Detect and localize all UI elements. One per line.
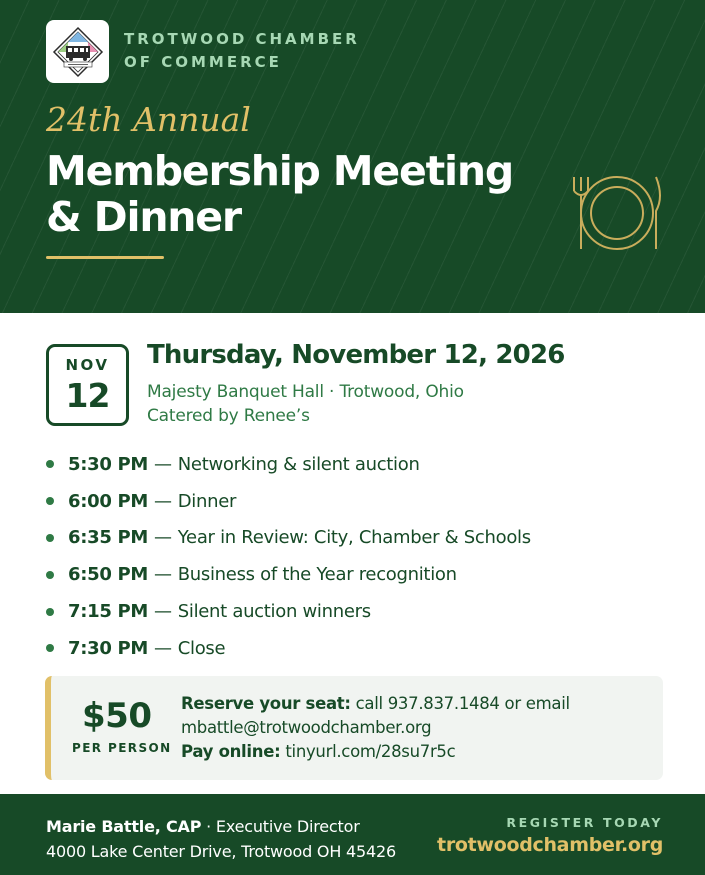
anniversary-label: 24th Annual	[46, 100, 251, 139]
bullet-icon	[46, 497, 54, 505]
schedule-time: 6:35 PM	[68, 527, 149, 549]
calendar-badge	[46, 344, 129, 426]
schedule-list	[46, 446, 531, 667]
bullet-icon	[46, 608, 54, 616]
bullet-icon	[46, 460, 54, 468]
event-date: Thursday, November 12, 2026	[147, 340, 565, 370]
schedule-separator: —	[154, 490, 172, 512]
register-label: REGISTER TODAY	[506, 815, 663, 830]
schedule-item	[46, 483, 531, 520]
contact-name: Marie Battle, CAP	[46, 817, 202, 836]
address: 4000 Lake Center Drive, Trotwood OH 45426	[46, 842, 396, 861]
plate-fork-knife-icon	[570, 173, 664, 253]
schedule-item	[46, 446, 531, 483]
schedule-item	[46, 630, 531, 667]
pay-label: Pay online:	[181, 742, 281, 761]
org-name-line2: OF COMMERCE	[124, 53, 282, 71]
bullet-icon	[46, 644, 54, 652]
schedule-separator: —	[154, 637, 172, 659]
schedule-activity: Year in Review: City, Chamber & Schools	[177, 527, 531, 549]
reserve-text: call 937.837.1484 or email	[355, 694, 570, 713]
bullet-icon	[46, 571, 54, 579]
schedule-activity: Networking & silent auction	[177, 453, 420, 475]
contact-role: · Executive Director	[206, 817, 360, 836]
contact-line	[46, 814, 396, 839]
event-title	[46, 148, 566, 240]
bullet-icon	[46, 534, 54, 542]
event-title-line2: & Dinner	[46, 193, 241, 241]
schedule-time: 7:30 PM	[68, 637, 149, 659]
venue-info	[147, 380, 464, 428]
caterer: Catered by Renee’s	[147, 406, 310, 426]
schedule-time: 5:30 PM	[68, 453, 149, 475]
reservation-email[interactable]: mbattle@trotwoodchamber.org	[181, 718, 432, 737]
schedule-item	[46, 556, 531, 593]
title-divider	[46, 256, 164, 259]
event-title-line1: Membership Meeting	[46, 147, 513, 195]
reserve-label: Reserve your seat:	[181, 694, 351, 713]
schedule-activity: Business of the Year recognition	[177, 564, 457, 586]
schedule-item	[46, 520, 531, 557]
chamber-logo	[46, 20, 109, 83]
website-link[interactable]: trotwoodchamber.org	[437, 834, 663, 856]
schedule-separator: —	[154, 601, 172, 623]
payment-link[interactable]: tinyurl.com/28su7r5c	[285, 742, 456, 761]
contact-info	[46, 814, 396, 864]
reservation-info	[181, 692, 651, 764]
schedule-separator: —	[154, 453, 172, 475]
ticket-price: $50	[82, 696, 152, 736]
schedule-separator: —	[154, 564, 172, 586]
chamber-logo-icon	[51, 25, 105, 79]
org-name	[124, 28, 360, 74]
schedule-separator: —	[154, 527, 172, 549]
schedule-activity: Silent auction winners	[177, 601, 371, 623]
org-name-line1: TROTWOOD CHAMBER	[124, 30, 360, 48]
footer	[0, 794, 705, 875]
reservation-box	[45, 676, 663, 780]
badge-month: NOV	[65, 356, 110, 374]
schedule-item	[46, 593, 531, 630]
schedule-time: 7:15 PM	[68, 601, 149, 623]
schedule-time: 6:00 PM	[68, 490, 149, 512]
schedule-time: 6:50 PM	[68, 564, 149, 586]
badge-day: 12	[65, 376, 110, 415]
schedule-activity: Dinner	[177, 490, 237, 512]
event-header	[0, 0, 705, 313]
venue-location: Majesty Banquet Hall · Trotwood, Ohio	[147, 382, 464, 402]
price-unit: PER PERSON	[72, 741, 172, 755]
schedule-activity: Close	[177, 637, 226, 659]
